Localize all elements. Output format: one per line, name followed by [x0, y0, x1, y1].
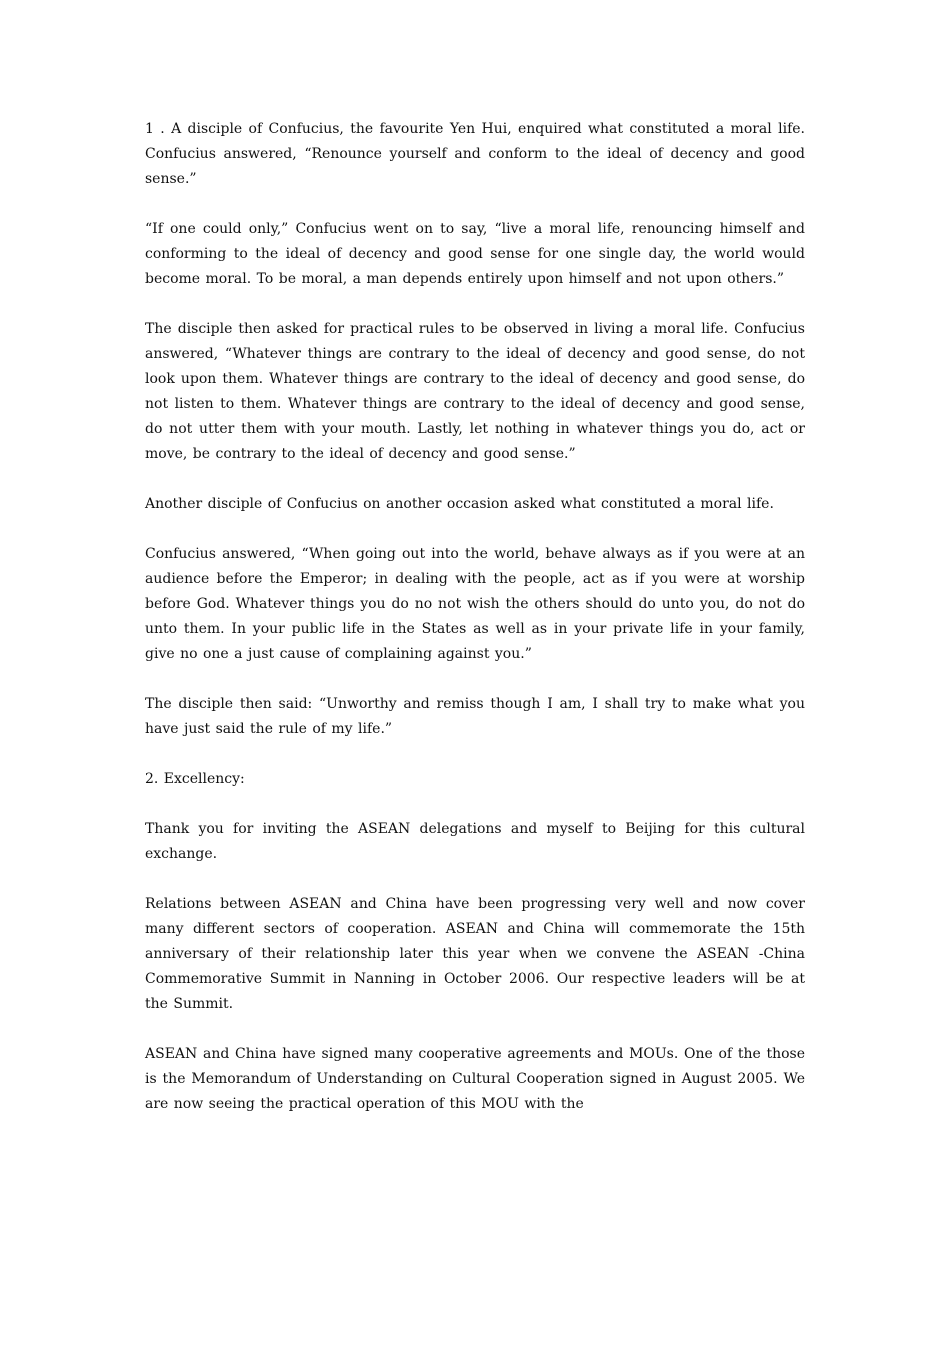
paragraph-practical-rules: The disciple then asked for practical rules to be observed in living a moral life. Confucius answered, “Whatever things are contrary to the ideal of decency and good sense, do not look upon them. Whatever things are contrary to the ideal of decency and good sense, do not listen to them. Whatever things are contrary to the ideal of decency and good sense, do not utter them with your mouth. Lastly, let nothing in whatever things you do, act or move, be contrary to the ideal of decency and good sense.”	[145, 321, 805, 462]
paragraph-audience-before-emperor: Confucius answered, “When going out into the world, behave always as if you were at an audience before the Emperor; in dealing with the people, act as if you were at worship before God. Whatever things you do no not wish the others should do unto you, do not do unto them. In your public life in the States as well as in your private life in your family, give no one a just cause of complaining against you.”	[145, 546, 805, 662]
paragraph-one-single-day: “If one could only,” Confucius went on to say, “live a moral life, renouncing himself and conforming to the ideal of decency and good sense for one single day, the world would become moral. To be moral, a man depends entirely upon himself and not upon others.”	[145, 221, 805, 287]
paragraph-cooperative-agreements: ASEAN and China have signed many cooperative agreements and MOUs. One of the those is the Memorandum of Understanding on Cultural Cooperation signed in August 2005. We are now seeing the practical operation of this MOU with the	[145, 1046, 805, 1112]
paragraph-thank-you: Thank you for inviting the ASEAN delegations and myself to Beijing for this cultural exchange.	[145, 821, 805, 862]
paragraph-confucius-yen-hui: 1 . A disciple of Confucius, the favourite Yen Hui, enquired what constituted a moral life. Confucius answered, “Renounce yourself and conform to the ideal of decency and good sense.”	[145, 121, 805, 187]
document-page	[145, 117, 805, 1117]
paragraph-excellency-heading: 2. Excellency:	[145, 771, 245, 787]
paragraph-another-disciple: Another disciple of Confucius on another occasion asked what constituted a moral life.	[145, 496, 774, 512]
paragraph-asean-china-relations: Relations between ASEAN and China have been progressing very well and now cover many different sectors of cooperation. ASEAN and China will commemorate the 15th anniversary of their relationship later this year when we convene the ASEAN -China Commemorative Summit in Nanning in October 2006. Our respective leaders will be at the Summit.	[145, 896, 805, 1012]
paragraph-rule-of-my-life: The disciple then said: “Unworthy and remiss though I am, I shall try to make what you have just said the rule of my life.”	[145, 696, 805, 737]
